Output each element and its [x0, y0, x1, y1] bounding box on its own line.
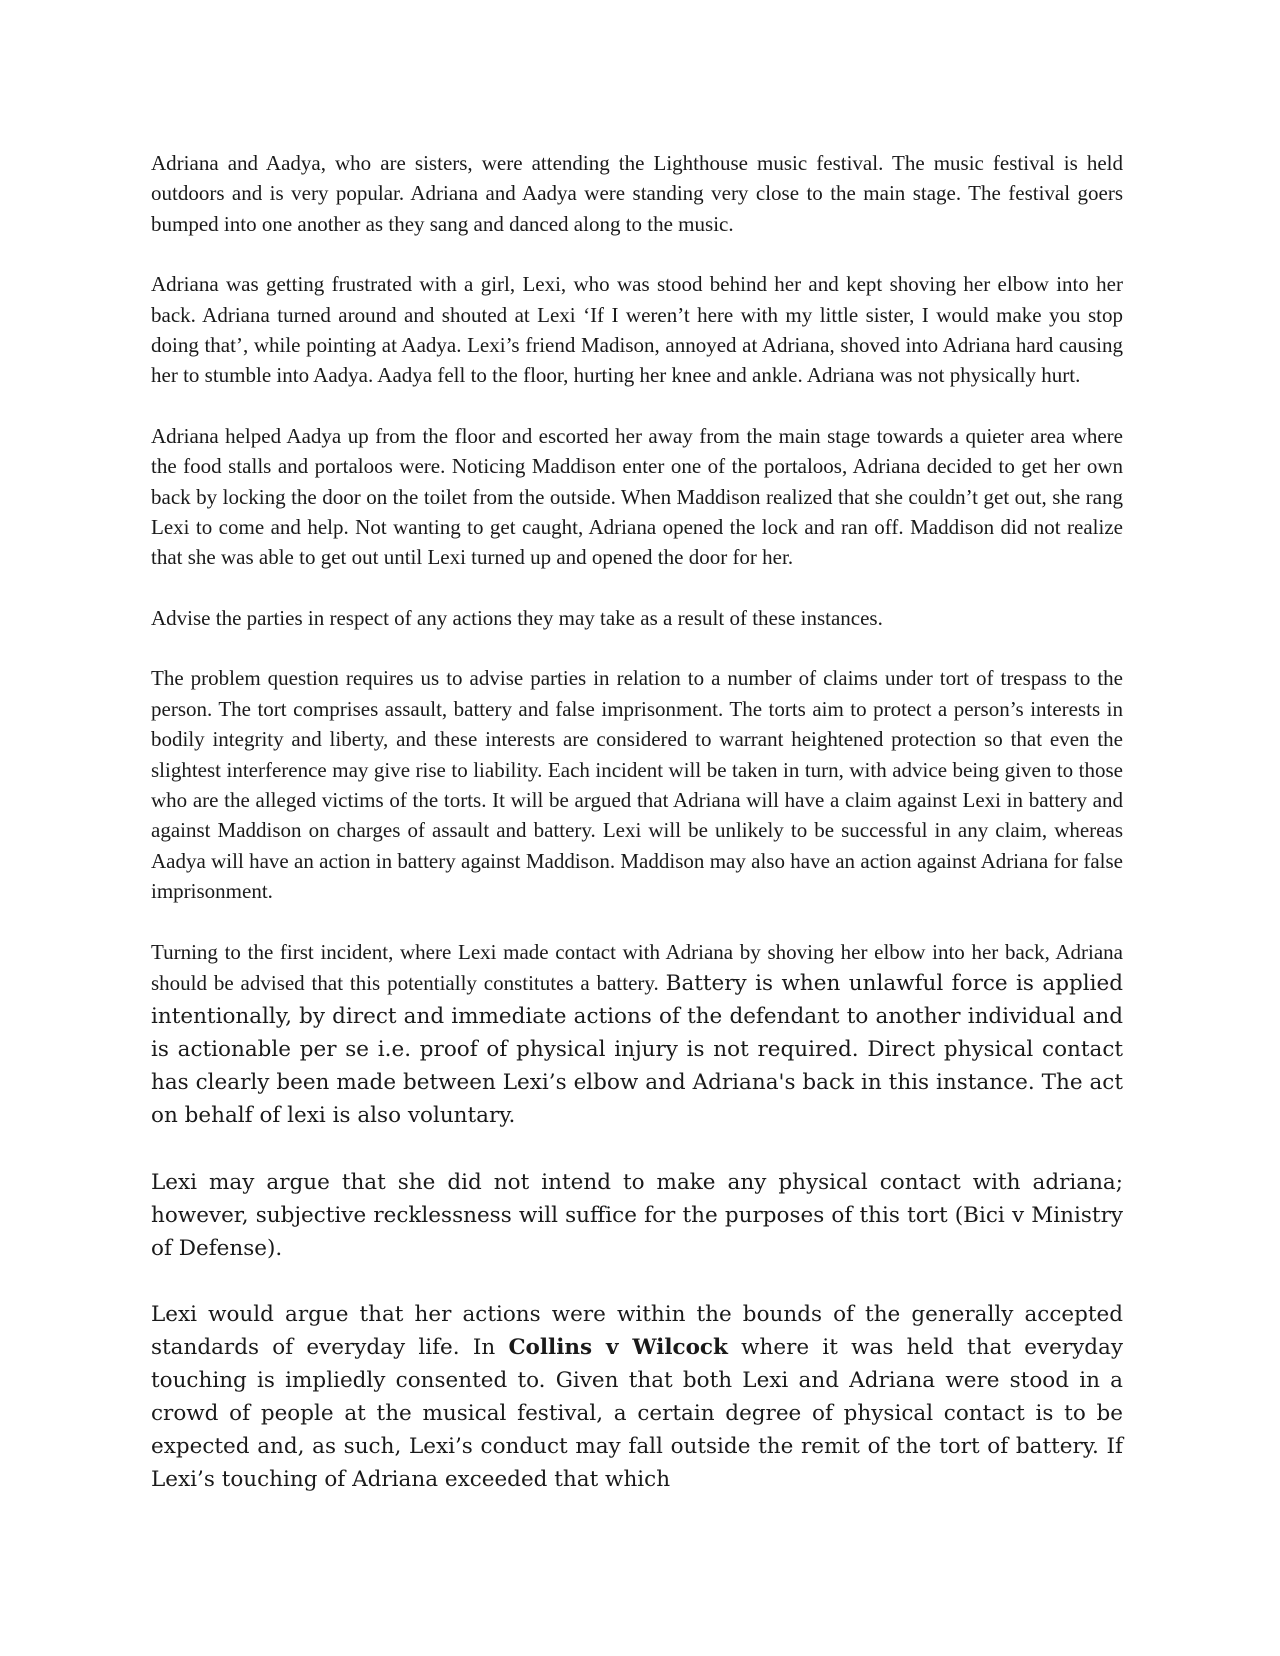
paragraph-question: Advise the parties in respect of any actions they may take as a result of these instances.: [151, 605, 883, 630]
paragraph-first-incident: [151, 937, 1123, 1132]
consent-text-after: where it was held that everyday touching is impliedly consented to. Given that both Lexi and Adriana were stood in a crowd of people at the musical festival, a certain degree of physical contact is to be expected and, as such, Lexi’s conduct may fall outside the remit of the tort of battery. If Lexi’s touching of Adriana exceeded that which: [151, 1334, 1123, 1492]
document-page: [151, 148, 1123, 1529]
paragraph-facts-incident: Adriana was getting frustrated with a girl, Lexi, who was stood behind her and kept shoving her elbow into her back. Adriana turned around and shouted at Lexi ‘If I weren’t here with my little sister, I would make you stop doing that’, while pointing at Aadya. Lexi’s friend Madison, annoyed at Adriana, shoved into Adriana hard causing her to stumble into Aadya. Aadya fell to the floor, hurting her knee and ankle. Adriana was not physically hurt.: [151, 272, 1123, 388]
consent-text-before: Lexi would argue that her actions were within the bounds of the generally accepted standards of everyday life. In: [151, 1301, 1123, 1360]
paragraph-recklessness: Lexi may argue that she did not intend to make any physical contact with adriana; however, subjective recklessness will suffice for the purposes of this tort (Bici v Ministry of Defense).: [151, 1169, 1123, 1261]
case-name-collins-v-wilcock: Collins v Wilcock: [508, 1334, 728, 1360]
paragraph-facts-portaloo: Adriana helped Aadya up from the floor and escorted her away from the main stage towards a quieter area where the food stalls and portaloos were. Noticing Maddison enter one of the portaloos, Adriana decided to get her own back by locking the door on the toilet from the outside. When Maddison realized that she couldn’t get out, she rang Lexi to come and help. Not wanting to get caught, Adriana opened the lock and ran off. Maddison did not realize that she was able to get out until Lexi turned up and opened the door for her.: [151, 423, 1123, 570]
first-incident-text-a: Turning to the first incident, where Lexi made contact with Adriana by shoving her elbow into her back, Adriana should be advised that this potentially constitutes a battery.: [151, 939, 1123, 995]
paragraph-consent: [151, 1298, 1123, 1496]
paragraph-answer-intro: The problem question requires us to advise parties in relation to a number of claims under tort of trespass to the person. The tort comprises assault, battery and false imprisonment. The torts aim to protect a person’s interests in bodily integrity and liberty, and these interests are considered to warrant heightened protection so that even the slightest interference may give rise to liability. Each incident will be taken in turn, with advice being given to those who are the alleged victims of the torts. It will be argued that Adriana will have a claim against Lexi in battery and against Maddison on charges of assault and battery. Lexi will be unlikely to be successful in any claim, whereas Aadya will have an action in battery against Maddison. Maddison may also have an action against Adriana for false imprisonment.: [151, 666, 1123, 904]
paragraph-facts-intro: Adriana and Aadya, who are sisters, were attending the Lighthouse music festival. The music festival is held outdoors and is very popular. Adriana and Aadya were standing very close to the main stage. The festival goers bumped into one another as they sang and danced along to the music.: [151, 151, 1123, 236]
first-incident-text-b: Battery is when unlawful force is applied intentionally, by direct and immediate actions of the defendant to another individual and is actionable per se i.e. proof of physical injury is not required. Direct physical contact has clearly been made between Lexi’s elbow and Adriana's back in this instance. The act on behalf of lexi is also voluntary.: [151, 970, 1123, 1128]
